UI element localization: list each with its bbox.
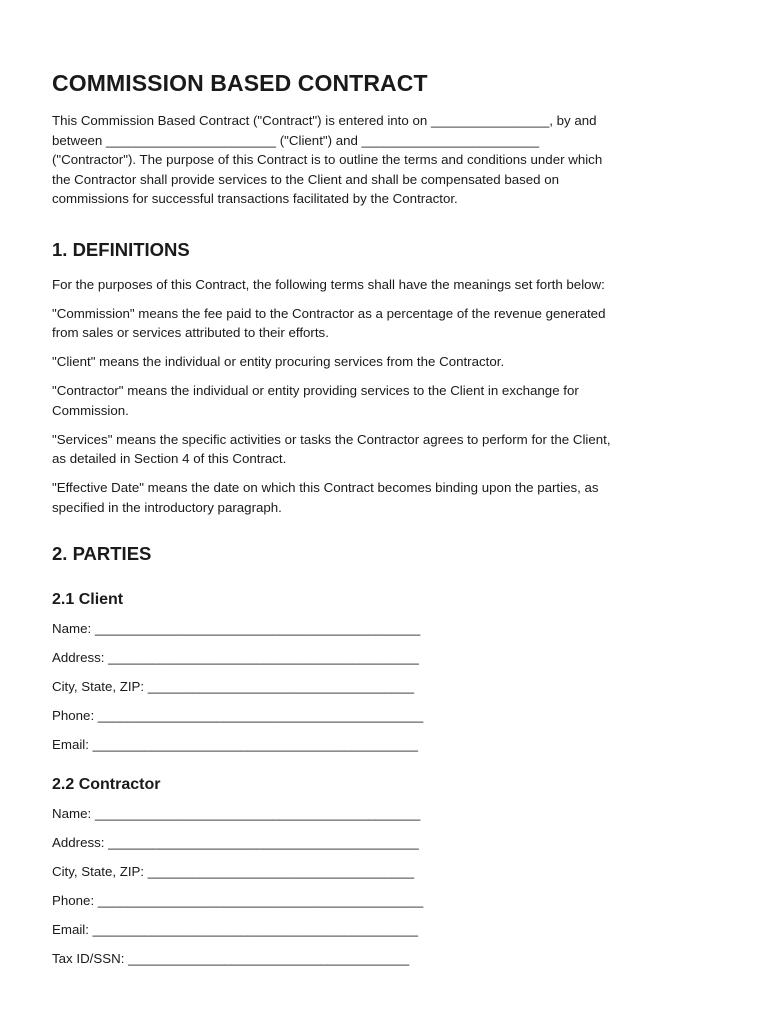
intro-paragraph bbox=[52, 111, 712, 209]
intro-line: ("Contractor"). The purpose of this Contract is to outline the terms and conditions under which bbox=[52, 152, 603, 167]
contractor-tax-id-field[interactable]: Tax ID/SSN: ______________________________________ bbox=[52, 951, 410, 966]
definition-commission: "Commission" means the fee paid to the Contractor as a percentage of the revenue generated from sales or services attributed to their efforts. bbox=[52, 305, 606, 340]
intro-line: the Contractor shall provide services to the Client and shall be compensated based on bbox=[52, 171, 560, 187]
definitions-lead: For the purposes of this Contract, the following terms shall have the meanings set forth below: bbox=[52, 276, 605, 292]
contractor-city-state-zip-field[interactable]: City, State, ZIP: ____________________________________ bbox=[52, 864, 415, 879]
section-heading-definitions: 1. DEFINITIONS bbox=[52, 238, 190, 260]
contractor-name-field[interactable]: Name: ____________________________________________ bbox=[52, 806, 421, 821]
contractor-address-field[interactable]: Address: __________________________________________ bbox=[52, 835, 419, 850]
section-heading-parties: 2. PARTIES bbox=[52, 543, 152, 564]
definition-services: "Services" means the specific activities or tasks the Contractor agrees to perform for the Client, as detailed in Section 4 of this Contract. bbox=[52, 431, 611, 466]
document-page bbox=[52, 70, 712, 978]
document-title: COMMISSION BASED CONTRACT bbox=[52, 70, 428, 96]
client-name-field[interactable]: Name: ____________________________________________ bbox=[52, 621, 421, 636]
intro-line: commissions for successful transactions facilitated by the Contractor. bbox=[52, 191, 458, 206]
contractor-phone-field[interactable]: Phone: ____________________________________________ bbox=[52, 893, 424, 908]
client-email-field[interactable]: Email: ____________________________________________ bbox=[52, 737, 419, 752]
client-phone-field[interactable]: Phone: ____________________________________________ bbox=[52, 708, 424, 723]
intro-line: This Commission Based Contract ("Contract") is entered into on ________________, by and bbox=[52, 113, 597, 128]
client-city-state-zip-field[interactable]: City, State, ZIP: ____________________________________ bbox=[52, 679, 415, 694]
contractor-email-field[interactable]: Email: ____________________________________________ bbox=[52, 922, 419, 937]
intro-line: between _______________________ ("Client") and ________________________ bbox=[52, 132, 540, 148]
subsection-heading-contractor: 2.2 Contractor bbox=[52, 776, 161, 793]
definition-effective-date: "Effective Date" means the date on which this Contract becomes binding upon the parties, as specified in the introductory paragraph. bbox=[52, 480, 599, 515]
definition-client: "Client" means the individual or entity procuring services from the Contractor. bbox=[52, 354, 505, 369]
definition-contractor: "Contractor" means the individual or entity providing services to the Client in exchange for Commission. bbox=[52, 383, 579, 418]
client-address-field[interactable]: Address: __________________________________________ bbox=[52, 650, 419, 665]
subsection-heading-client: 2.1 Client bbox=[52, 591, 124, 608]
